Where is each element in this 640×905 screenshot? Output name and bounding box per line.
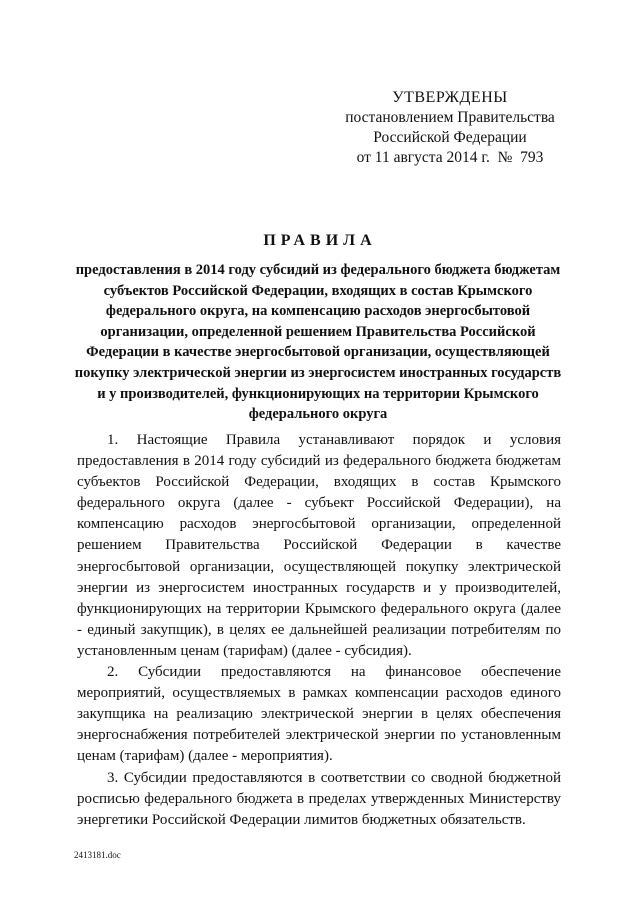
document-subtitle: предоставления в 2014 году субсидий из федерального бюджета бюджетам субъектов Российской Федерации, входящих в состав Крымского федерального округа, на компенсацию расходов энергосбытовой организации, определенной решением Правительства Российской Федерации в качестве энергосбытовой организации, осуществляющей покупку электрической энергии из энергосистем иностранных государств и у производителей, функционирующих на территории Крымского федерального округа: [74, 262, 562, 423]
approval-dateline: [330, 148, 570, 168]
file-reference: 2413181.doc: [74, 850, 121, 860]
paragraph-1: 1. Настоящие Правила устанавливают порядок и условия предоставления в 2014 году субсидий из федерального бюджета бюджетам субъектов Российской Федерации, входящих в состав Крымского федерального округа (далее - субъект Российской Федерации), на компенсацию расходов энергосбытовой организации, определенной решением Правительства Российской Федерации в качестве энергосбытовой организации, осуществляющей покупку электрической энергии из энергосистем иностранных государств и у производителей, функционирующих на территории Крымского федерального округа (далее - единый закупщик), в целях ее дальнейшей реализации потребителям по установленным ценам (тарифам) (далее - субсидия).: [77, 432, 561, 659]
approval-line-2: Российской Федерации: [373, 129, 527, 146]
document-body: [77, 430, 561, 831]
approval-line-1: постановлением Правительства: [345, 109, 555, 126]
paragraph-2: 2. Субсидии предоставляются на финансовое обеспечение мероприятий, осуществляемых в рамках компенсации расходов единого закупщика на реализацию электрической энергии в целях обеспечения энергоснабжения потребителей электрической энергии по установленным ценам (тарифам) (далее - мероприятия).: [77, 664, 561, 765]
approval-block: [330, 88, 570, 168]
approval-date: от 11 августа 2014 г.: [356, 149, 490, 166]
paragraph-3: 3. Субсидии предоставляются в соответствии со сводной бюджетной росписью федерального бюджета в пределах утвержденных Министерству энергетики Российской Федерации лимитов бюджетных обязательств.: [77, 769, 561, 828]
document-title: ПРАВИЛА: [263, 232, 377, 249]
approval-heading: УТВЕРЖДЕНЫ: [392, 89, 508, 106]
approval-number-label: №: [497, 149, 513, 166]
approval-number: 793: [520, 149, 544, 166]
